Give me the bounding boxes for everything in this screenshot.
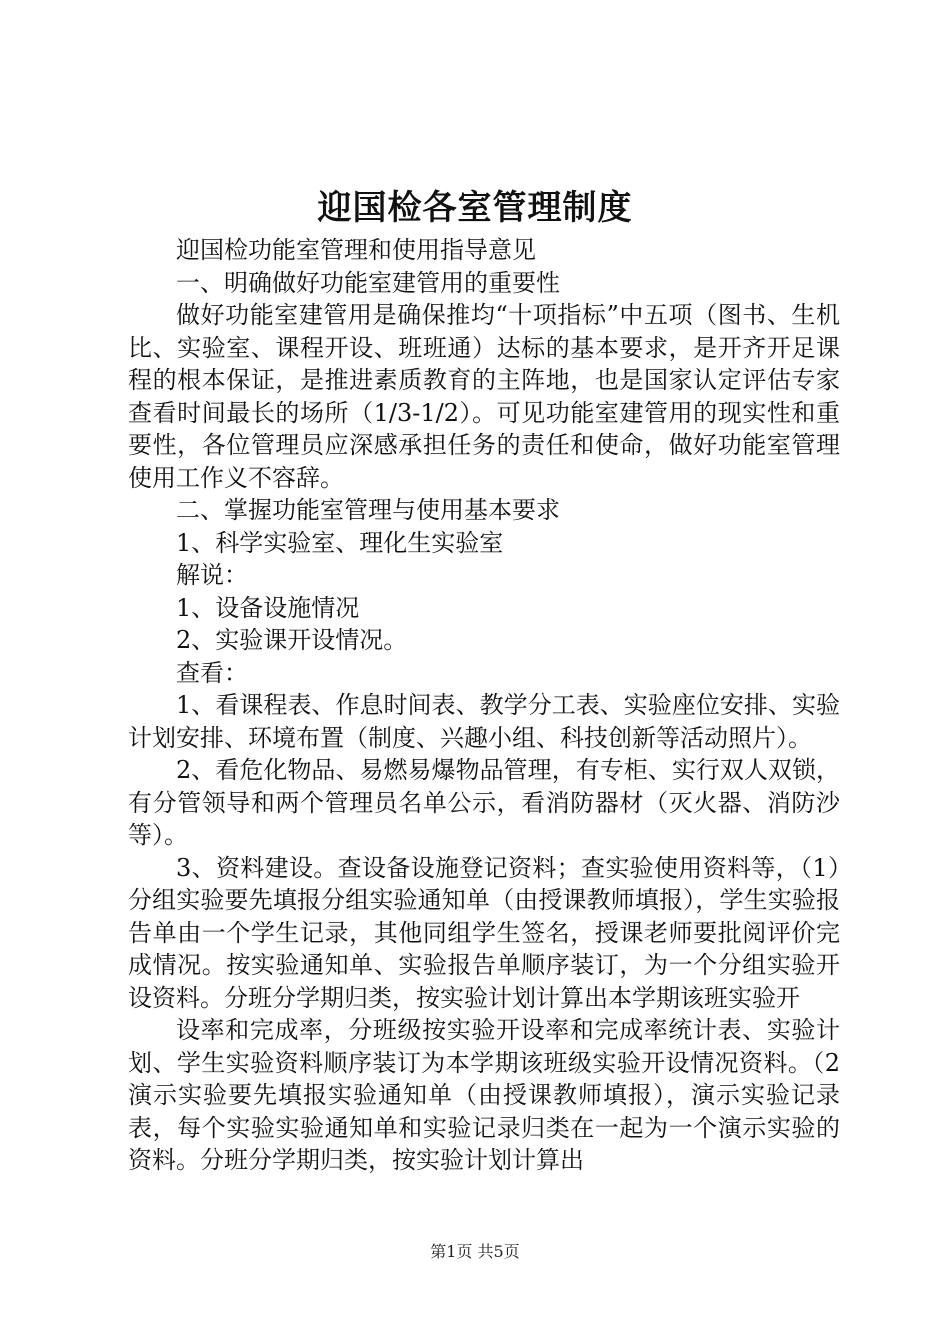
document-body — [128, 234, 840, 1177]
paragraph: 二、掌握功能室管理与使用基本要求 — [176, 496, 560, 524]
paragraph: 2、看危化物品、易燃易爆物品管理，有专柜、实行双人双锁，有分管领导和两个管理员名单公示，看消防器材（灭火器、消防沙等）。 — [128, 756, 840, 849]
document-title: 迎国检各室管理制度 — [317, 188, 633, 228]
paragraph: 1、科学实验室、理化生实验室 — [176, 528, 504, 557]
paragraph: 查看： — [176, 658, 248, 687]
paragraph: 一、明确做好功能室建管用的重要性 — [176, 268, 560, 297]
page-footer: 第1页 共5页 — [430, 1242, 520, 1261]
paragraph: 1、设备设施情况 — [176, 593, 360, 622]
paragraph: 2、实验课开设情况。 — [176, 626, 408, 654]
paragraph: 1、看课程表、作息时间表、教学分工表、实验座位安排、实验计划安排、环境布置（制度、兴趣小组、科技创新等活动照片）。 — [128, 691, 840, 752]
paragraph: 设率和完成率，分班级按实验开设率和完成率统计表、实验计划、学生实验资料顺序装订为本学期该班级实验开设情况资料。（2演示实验要先填报实验通知单（由授课教师填报），演示实验记录表，每个实验实验通知单和实验记录归类在一起为一个演示实验的资料。分班分学期归类，按实验计划计算出 — [128, 1016, 840, 1174]
paragraph: 解说： — [176, 561, 248, 589]
paragraph: 迎国检功能室管理和使用指导意见 — [176, 236, 536, 264]
paragraph: 3、资料建设。查设备设施登记资料；查实验使用资料等，（1）分组实验要先填报分组实验通知单（由授课教师填报），学生实验报告单由一个学生记录，其他同组学生签名，授课老师要批阅评价完成情况。按实验通知单、实验报告单顺序装订，为一个分组实验开设资料。分班分学期归类，按实验计划计算出本学期该班实验开 — [128, 853, 840, 1012]
paragraph: 做好功能室建管用是确保推均“十项指标”中五项（图书、生机比、实验室、课程开设、班班通）达标的基本要求，是开齐开足课程的根本保证，是推进素质教育的主阵地，也是国家认定评估专家查看时间最长的场所（1/3-1/2）。可见功能室建管用的现实性和重要性，各位管理员应深感承担任务的责任和使命，做好功能室管理使用工作义不容辞。 — [128, 301, 840, 492]
